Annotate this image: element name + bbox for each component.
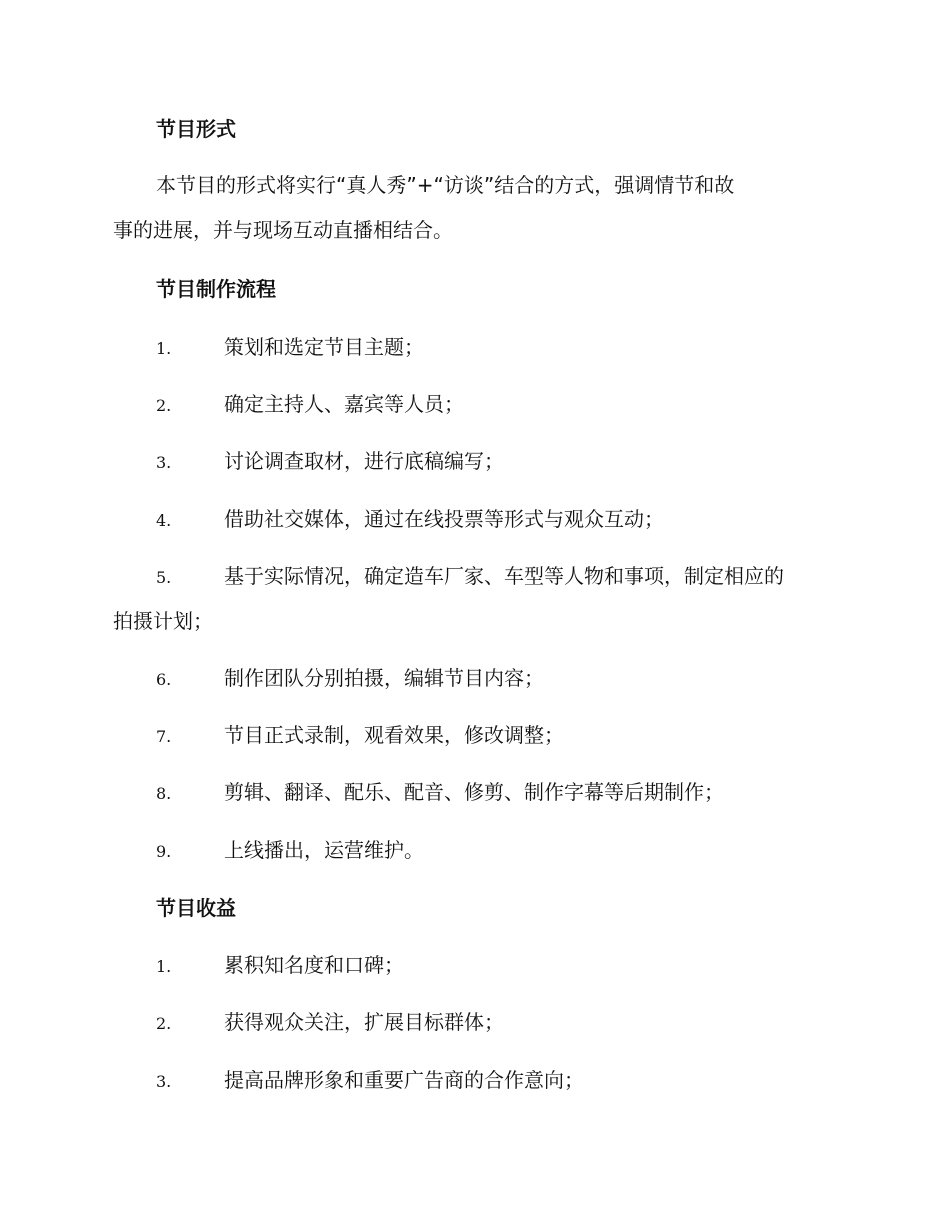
list-item-text: 借助社交媒体，通过在线投票等形式与观众互动； <box>224 507 664 531</box>
list-item-text: 基于实际情况，确定造车厂家、车型等人物和事项，制定相应的 <box>224 564 784 588</box>
list-item-text-continuation: 拍摄计划； <box>113 609 213 633</box>
list-item-number: 1. <box>156 957 172 976</box>
list-item-number: 2. <box>156 396 172 415</box>
format-paragraph-line-1: 本节目的形式将实行“真人秀”+“访谈”结合的方式，强调情节和故 <box>156 173 735 197</box>
list-item-text: 剪辑、翻译、配乐、配音、修剪、制作字幕等后期制作； <box>224 780 724 804</box>
section-heading-format: 节目形式 <box>156 117 236 141</box>
list-item-number: 3. <box>156 453 172 472</box>
list-item-text: 提高品牌形象和重要广告商的合作意向； <box>224 1068 584 1092</box>
list-item-number: 5. <box>156 568 172 587</box>
list-item-text: 上线播出，运营维护。 <box>224 838 424 862</box>
list-item-number: 4. <box>156 511 172 530</box>
list-item-text: 确定主持人、嘉宾等人员； <box>224 392 464 416</box>
list-item-number: 8. <box>156 784 172 803</box>
list-item-number: 7. <box>156 727 172 746</box>
list-item-text: 获得观众关注，扩展目标群体； <box>224 1010 504 1034</box>
list-item-number: 3. <box>156 1072 172 1091</box>
section-heading-revenue: 节目收益 <box>156 896 236 920</box>
list-item-text: 策划和选定节目主题； <box>224 335 424 359</box>
list-item-number: 6. <box>156 670 172 689</box>
format-paragraph <box>113 163 833 253</box>
section-heading-process: 节目制作流程 <box>156 277 276 301</box>
list-item-text: 累积知名度和口碑； <box>224 953 404 977</box>
list-item-text: 讨论调查取材，进行底稿编写； <box>224 449 504 473</box>
list-item-number: 9. <box>156 842 172 861</box>
list-item-text: 节目正式录制，观看效果，修改调整； <box>224 723 564 747</box>
list-item-number: 1. <box>156 339 172 358</box>
list-item-text: 制作团队分别拍摄，编辑节目内容； <box>224 666 544 690</box>
list-item-number: 2. <box>156 1014 172 1033</box>
format-paragraph-line-2: 事的进展，并与现场互动直播相结合。 <box>113 218 453 242</box>
